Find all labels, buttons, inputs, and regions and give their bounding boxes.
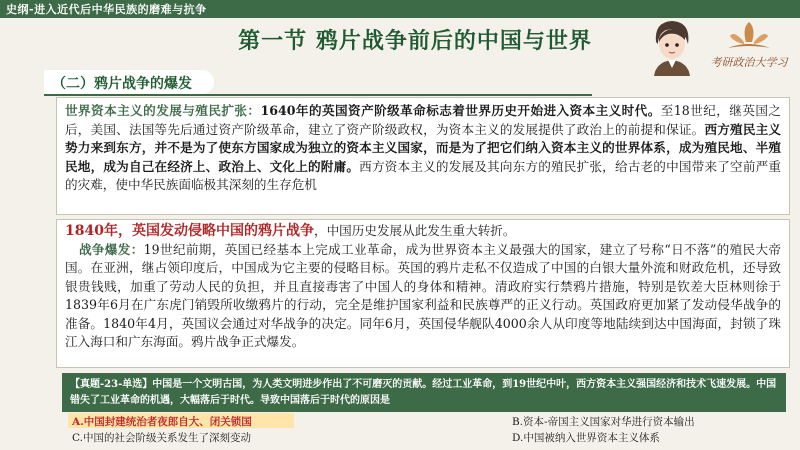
box2-label: 战争爆发： xyxy=(79,241,144,257)
box1-label: 世界资本主义的发展与殖民扩张： xyxy=(65,103,261,118)
page-title: 第一节 鸦片战争前后的中国与世界 xyxy=(238,29,592,54)
box1-bold-2: 西方殖民主义势力来到东方，并不是为了使东方国家成为独立的资本主义国家，而是为了把它们纳入资本主义的世界体系，成为殖民地、半殖民地，成为自己在经济上、政治上、文化上的附庸。 xyxy=(65,121,782,174)
quiz-question: 【真题-23-单选】中国是一个文明古国，为人类文明进步作出了不可磨灭的贡献。经过工业革命，到19世纪中叶，西方资本主义强国经济和技术飞速发展。中国错失了工业革命的机遇，大幅落后于时代。导致中国落后于时代的原因是 xyxy=(62,373,786,412)
box2-text: 19世纪前期，英国已经基本上完成工业革命，成为世界资本主义最强大的国家，建立了号称“日不落”的殖民大帝国。在亚洲，继占领印度后，中国成为它主要的侵略目标。英国的鸦片走私不仅造成了中国的白银大量外流和财政危机，还导致银贵钱贱，加重了劳动人民的负担，并且直接毒害了中国人的身体和精神。清政府实行禁鸦片措施，特别是钦差大臣林则徐于1839年6月在广东虎门销毁所收缴鸦片的行动，完全是维护国家利益和民族尊严的正义行动。英国政府更加紧了发动侵华战争的准备。1840年4月，英国议会通过对华战争的决定。同年6月，英国侵华舰队4000余人从印度等地陆续到达中国海面，封锁了珠江入海口和广东海面。鸦片战争正式爆发。 xyxy=(65,241,781,349)
breadcrumb: 史纲-进入近代后中华民族的磨难与抗争 xyxy=(6,3,207,16)
option-a[interactable]: A.中国封建统治者夜郎自大、闭关锁国 xyxy=(72,416,252,428)
box1-text-2: 西方资本主义的发展及其向东方的殖民扩张，给古老的中国带来了空前严重的灾难，使中华民族面临极其深刻的生存危机 xyxy=(65,158,782,193)
content-box-war-outbreak xyxy=(56,219,790,368)
content-box-colonial-expansion xyxy=(56,97,790,215)
section-divider xyxy=(44,94,592,96)
box2-red-intro: 1840年，英国发动侵略中国的鸦片战争 xyxy=(65,223,314,239)
box2-body xyxy=(65,241,781,352)
option-c[interactable]: C.中国的社会阶级关系发生了深刻变动 xyxy=(72,432,251,444)
box2-intro-line xyxy=(65,222,781,241)
section-heading: （二）鸦片战争的爆发 xyxy=(52,76,192,92)
avatar-icon xyxy=(648,18,696,76)
option-b[interactable]: B.资本-帝国主义国家对华进行资本输出 xyxy=(512,416,695,428)
brand-name: 考研政治大学习 xyxy=(710,56,788,69)
option-d[interactable]: D.中国被纳入世界资本主义体系 xyxy=(512,432,660,444)
box1-text-1: 至18世纪，继英国之后，美国、法国等先后通过资产阶级革命，建立了资产阶级政权，为资本主义的发展提供了政治上的前提和保证。 xyxy=(65,103,781,137)
box2-intro-rest: ，中国历史发展从此发生重大转折。 xyxy=(313,223,516,238)
box1-bold-1: 1640年的英国资产阶级革命标志着世界历史开始进入资本主义时代。 xyxy=(260,103,661,118)
